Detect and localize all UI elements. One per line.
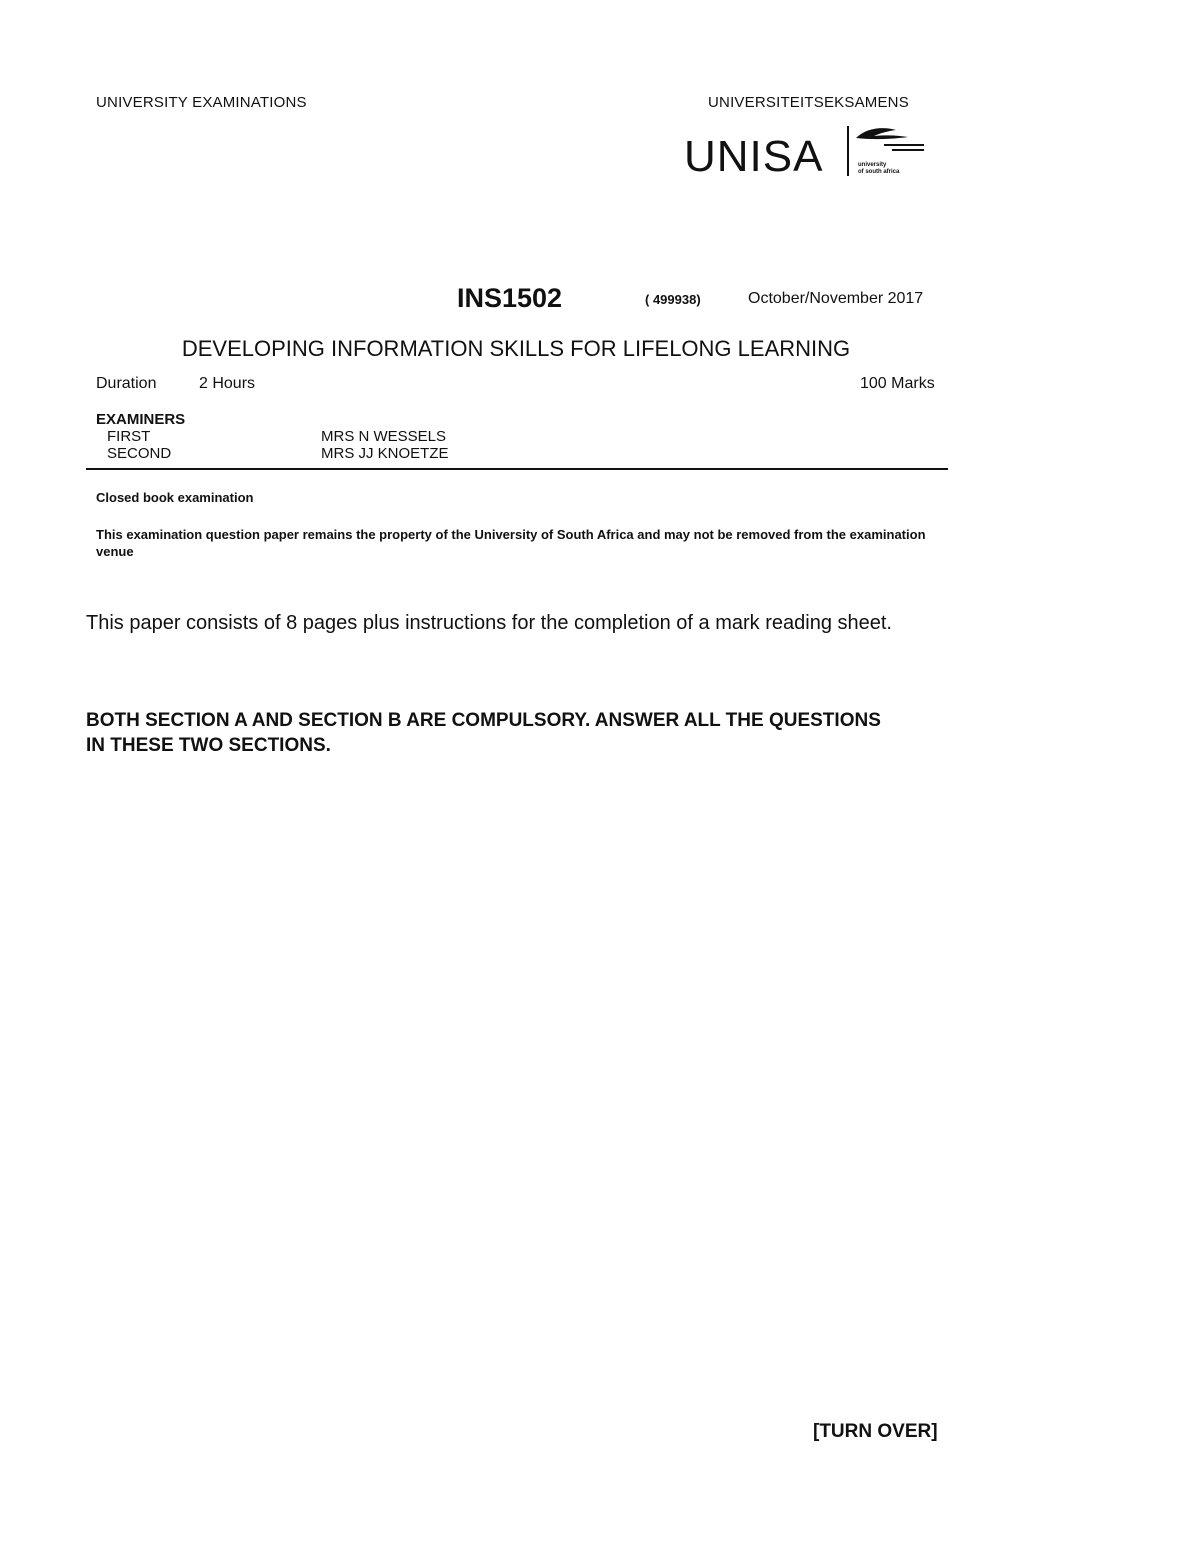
total-marks: 100 Marks (860, 375, 935, 392)
first-examiner-label: FIRST (107, 428, 151, 445)
turn-over-label: [TURN OVER] (813, 1421, 938, 1442)
logo-wordmark: UNISA (684, 132, 824, 181)
examiners-heading: EXAMINERS (96, 411, 186, 428)
exam-session: October/November 2017 (748, 290, 924, 307)
duration-value: 2 Hours (199, 375, 256, 392)
duration-label: Duration (96, 375, 157, 392)
header-divider (86, 468, 948, 470)
logo-line-2: of south africa (858, 169, 900, 175)
course-title: DEVELOPING INFORMATION SKILLS FOR LIFELONG LEARNING (181, 336, 851, 361)
second-examiner-name: MRS JJ KNOETZE (321, 445, 449, 462)
course-number: ( 499938) (645, 292, 701, 307)
course-code: INS1502 (457, 283, 563, 313)
first-examiner-name: MRS N WESSELS (321, 428, 447, 445)
unisa-logo (684, 122, 929, 180)
closed-book-note: Closed book examination (96, 490, 254, 505)
compulsory-instruction: BOTH SECTION A AND SECTION B ARE COMPULSORY. ANSWER ALL THE QUESTIONS IN THESE TWO SECTIONS. (86, 710, 881, 756)
header-right: UNIVERSITEITSEKSAMENS (708, 94, 909, 111)
logo-line-1: university (858, 162, 887, 168)
header-left: UNIVERSITY EXAMINATIONS (96, 94, 307, 111)
page-count-statement: This paper consists of 8 pages plus instructions for the completion of a mark reading sheet. (86, 612, 892, 634)
second-examiner-label: SECOND (107, 445, 172, 462)
property-notice: This examination question paper remains the property of the University of South Africa and may not be removed from the examination venue (96, 527, 926, 559)
